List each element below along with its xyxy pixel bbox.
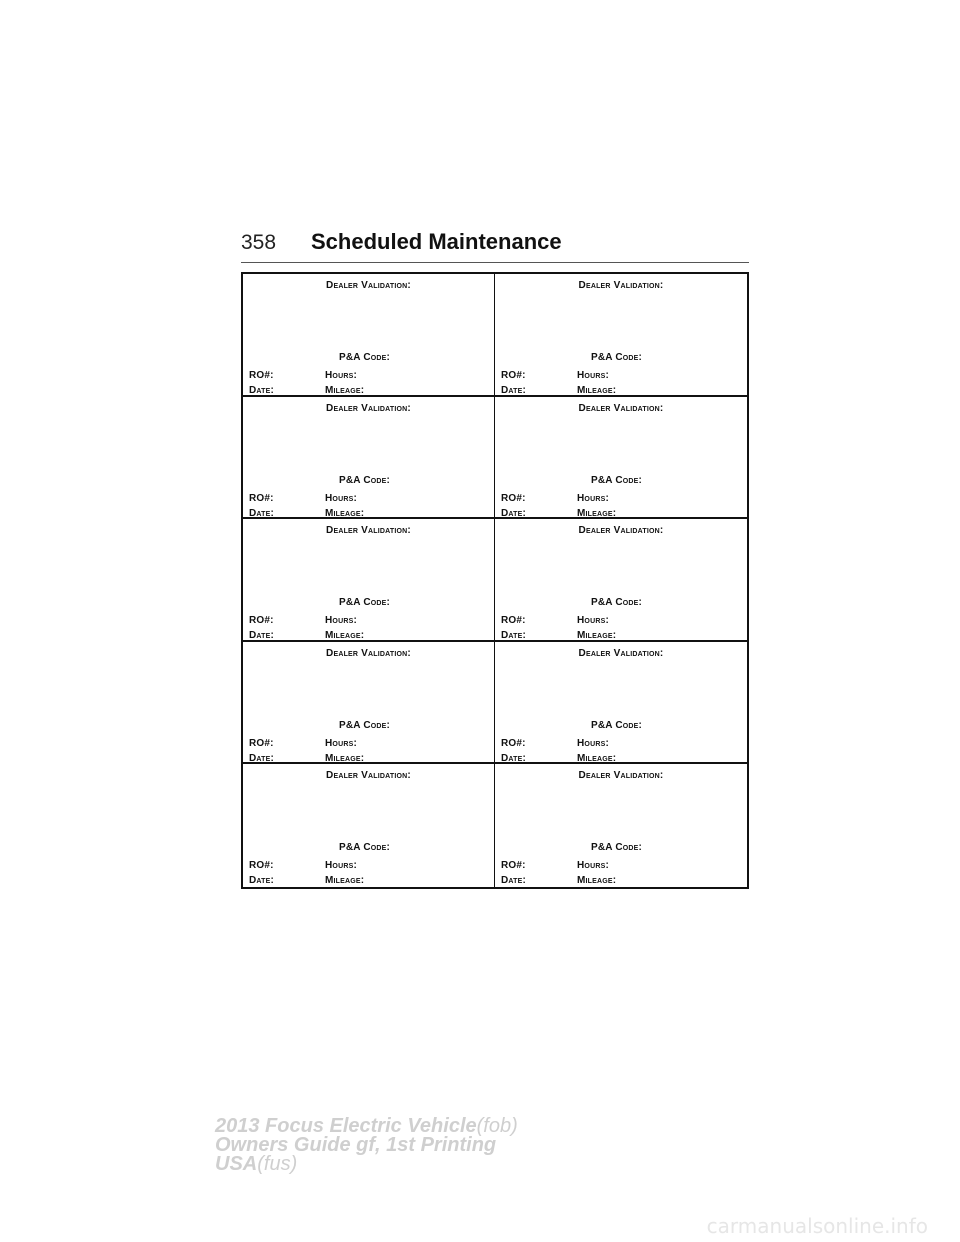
dealer-validation-label: Dealer Validation: [326, 525, 411, 537]
date-label: Date: [249, 385, 275, 396]
hours-label: Hours: [325, 370, 357, 381]
pa-code-label: P&A Code: [339, 597, 391, 609]
pa-code-label: P&A Code: [339, 474, 391, 486]
dealer-validation-label: Dealer Validation: [578, 770, 664, 782]
validation-record [495, 764, 747, 887]
pa-code-label: P&A Code: [591, 474, 643, 486]
hours-label: Hours: [325, 492, 357, 504]
footer-vehicle-code: (fob) [476, 1115, 518, 1137]
validation-record [243, 397, 495, 520]
mileage-label: Mileage: [325, 507, 365, 519]
validation-record [495, 519, 747, 642]
mileage-label: Mileage: [577, 507, 617, 519]
validation-record [243, 519, 495, 642]
footer-line-3 [215, 1155, 518, 1174]
hours-label: Hours: [325, 860, 357, 872]
hours-label: Hours: [577, 737, 609, 749]
dealer-validation-label: Dealer Validation: [326, 770, 411, 782]
dealer-validation-label: Dealer Validation: [578, 280, 664, 291]
footer-market: USA [215, 1153, 258, 1175]
print-footer [215, 1117, 518, 1174]
date-label: Date: [501, 385, 527, 396]
hours-label: Hours: [577, 370, 609, 381]
ro-number-label: RO#: [249, 737, 274, 749]
header-rule [241, 262, 749, 263]
section-title: Scheduled Maintenance [311, 229, 562, 254]
dealer-validation-label: Dealer Validation: [578, 525, 664, 537]
mileage-label: Mileage: [325, 385, 365, 396]
ro-number-label: RO#: [501, 370, 526, 381]
pa-code-label: P&A Code: [591, 352, 643, 363]
pa-code-label: P&A Code: [591, 719, 643, 731]
date-label: Date: [249, 630, 275, 642]
ro-number-label: RO#: [501, 615, 526, 627]
dealer-validation-grid [241, 272, 749, 889]
pa-code-label: P&A Code: [339, 352, 391, 363]
hours-label: Hours: [325, 615, 357, 627]
dealer-validation-label: Dealer Validation: [326, 280, 411, 291]
mileage-label: Mileage: [325, 752, 365, 764]
footer-market-code: (fus) [257, 1153, 298, 1175]
mileage-label: Mileage: [325, 630, 365, 642]
validation-record [243, 642, 495, 765]
watermark: carmanualsonline.info [706, 1214, 928, 1238]
ro-number-label: RO#: [249, 615, 274, 627]
page-header [241, 228, 749, 262]
dealer-validation-label: Dealer Validation: [326, 402, 411, 414]
date-label: Date: [249, 507, 275, 519]
ro-number-label: RO#: [501, 492, 526, 504]
dealer-validation-label: Dealer Validation: [326, 647, 411, 659]
ro-number-label: RO#: [249, 492, 274, 504]
hours-label: Hours: [577, 615, 609, 627]
validation-record [243, 274, 495, 397]
validation-record [495, 274, 747, 397]
date-label: Date: [501, 630, 527, 642]
ro-number-label: RO#: [501, 737, 526, 749]
mileage-label: Mileage: [577, 385, 617, 396]
ro-number-label: RO#: [249, 370, 274, 381]
mileage-label: Mileage: [325, 875, 365, 887]
hours-label: Hours: [577, 492, 609, 504]
validation-record [495, 642, 747, 765]
mileage-label: Mileage: [577, 752, 617, 764]
date-label: Date: [501, 507, 527, 519]
validation-record [243, 764, 495, 887]
mileage-label: Mileage: [577, 630, 617, 642]
pa-code-label: P&A Code: [339, 719, 391, 731]
footer-vehicle: 2013 Focus Electric Vehicle [215, 1115, 477, 1137]
dealer-validation-label: Dealer Validation: [578, 402, 664, 414]
date-label: Date: [501, 752, 527, 764]
date-label: Date: [249, 752, 275, 764]
date-label: Date: [249, 875, 275, 887]
footer-line-2: Owners Guide gf, 1st Printing [215, 1134, 497, 1156]
dealer-validation-label: Dealer Validation: [578, 647, 664, 659]
validation-record [495, 397, 747, 520]
ro-number-label: RO#: [249, 860, 274, 872]
mileage-label: Mileage: [577, 875, 617, 887]
pa-code-label: P&A Code: [591, 597, 643, 609]
hours-label: Hours: [325, 737, 357, 749]
pa-code-label: P&A Code: [591, 842, 643, 854]
page-number: 358 [241, 231, 277, 254]
ro-number-label: RO#: [501, 860, 526, 872]
date-label: Date: [501, 875, 527, 887]
pa-code-label: P&A Code: [339, 842, 391, 854]
hours-label: Hours: [577, 860, 609, 872]
